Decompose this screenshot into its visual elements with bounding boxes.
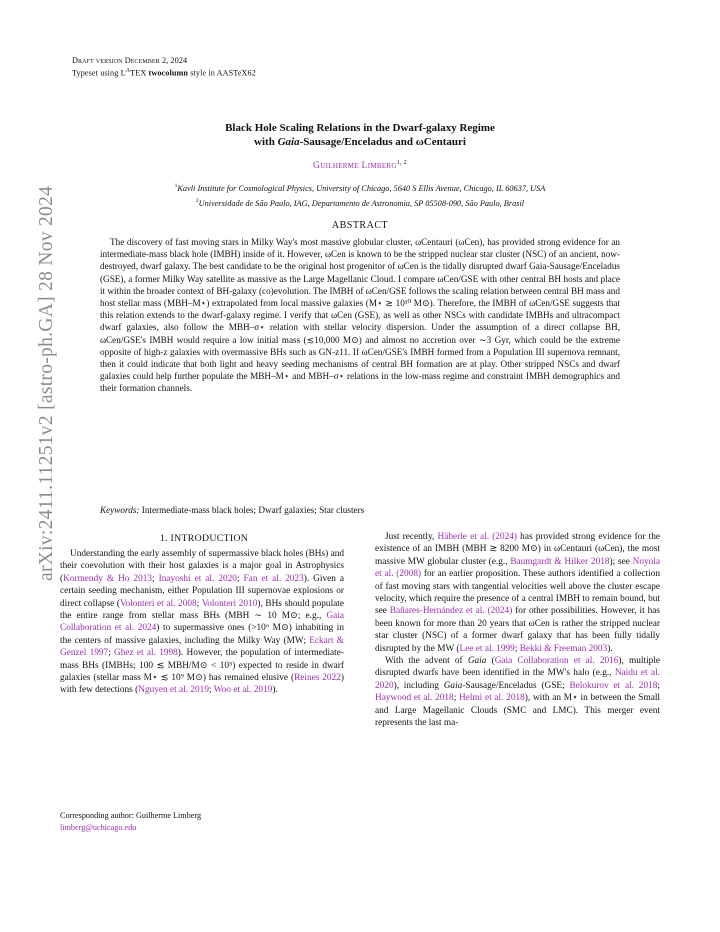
citation-link[interactable]: Belokurov et al. 2018 [569, 680, 658, 691]
author-name[interactable]: Guilherme Limberg [313, 160, 397, 172]
author-affil-marks: 1, 2 [396, 160, 407, 166]
citation-link[interactable]: Eckart & Genzel 1997 [60, 635, 344, 659]
citation-link[interactable]: Noyola et al. (2008) [375, 556, 661, 580]
citation-link[interactable]: Gaia Collaboration et al. 2024 [60, 611, 344, 634]
citation-link[interactable]: Bekki & Freeman 2003 [519, 643, 608, 654]
typeset-line: Typeset using $L^ATEX$ twocolumn style in AASTeX62 [72, 68, 256, 78]
citation-link[interactable]: Kormendy & Ho 2013 [63, 573, 153, 584]
citation-link[interactable]: Lee et al. 1999 [459, 643, 515, 654]
corresponding-author: Corresponding author: Guilherme Limberg [60, 811, 202, 820]
citation-link[interactable]: Häberle et al. (2024) [437, 532, 517, 542]
affiliation-1: $^1$Kavli Institute for Cosmological Physics, University of Chicago, 5640 S Ellis Avenue, Chicago, IL 60637, USA [174, 183, 546, 193]
citation-link[interactable]: Baumgardt & Hilker 2018 [510, 556, 610, 567]
corresponding-author-footnote [60, 810, 201, 834]
intro-right-column [375, 531, 660, 730]
section-heading-introduction: 1. INTRODUCTION [159, 533, 249, 544]
citation-link[interactable]: Nguyen et al. 2019 [138, 685, 209, 696]
abstract-text: The discovery of fast moving stars in Milky Way's most massive globular cluster, ωCentauri (ωCen), has provided strong evidence for an intermediate-mass black hole (IMBH) inside of it. However, ωCen is known to be the stripped nuclear star cluster (NSC) of an ancient, now-destroyed, dwarf galaxy. The best candidate to be the original host progenitor of ωCen is the tidally disrupted dwarf Gaia-Sausage/Enceladus (GSE), a former Milky Way satellite as massive as the Large Magellanic Cloud. I compare ωCen/GSE with other central BH hosts and place it within the broader context of BH-galaxy (co)evolution. The IMBH of ωCen/GSE follows the scaling relation between central BH mass and host stellar mass (MBH–M⋆) extrapolated from local massive galaxies (M⋆ ≳ 10¹⁰ M⊙). Therefore, the IMBH of ωCen/GSE suggests that this relation extends to the dwarf-galaxy regime. I verify that ωCen (GSE), as well as other NSCs with candidate IMBHs and ultracompact dwarf galaxies, also follow the MBH–σ⋆ relation with stellar velocity dispersion. Under the assumption of a direct collapse BH, ωCen/GSE's IMBH would require a low initial mass (≲10,000 M⊙) and almost no accretion over ∼3 Gyr, which could be the extreme opposite of high-z galaxies with overmassive BHs such as GN-z11. If ωCen/GSE's IMBH formed from a Population III supernova remnant, then it could indicate that both light and heavy seeding mechanisms of central BH formation are at play. Other stripped NSCs and dwarf galaxies could help further populate the MBH–M⋆ and MBH–σ⋆ relations in the low-mass regime and constraint IMBH demographics and their formation channels. [100, 237, 620, 394]
draft-version: Draft version December 2, 2024 [72, 56, 188, 65]
citation-link[interactable]: Volonteri 2010 [201, 598, 258, 609]
citation-link[interactable]: Bañares-Hernández et al. (2024) [389, 606, 513, 617]
intro-paragraph-3: With the advent of Gaia (Gaia Collaboration et al. 2016), multiple disrupted dwarfs have been identified in the MW's halo (e.g., Naidu et al. 2020), including Gaia-Sausage/Enceladus (GSE; Belokurov et al. 2018; Haywood et al. 2018; Helmi et al. 2018), with an M⋆ in between the Small and Large Magellanic Clouds (SMC and LMC). This merger event represents the last ma- [375, 656, 661, 729]
keywords-text: Intermediate-mass black holes; Dwarf galaxies; Star clusters [139, 505, 365, 515]
affiliations [100, 180, 620, 210]
affiliation-2: $^2$Universidade de São Paulo, IAG, Departamento de Astronomia, SP 05508-090, São Paulo, Brasil [195, 197, 525, 208]
citation-link[interactable]: Haywood et al. 2018 [375, 693, 454, 704]
draft-header [72, 56, 256, 79]
citation-link[interactable]: Ghez et al. 1998 [114, 648, 178, 659]
paper-title [110, 121, 610, 149]
citation-link[interactable]: Fan et al. 2023 [243, 573, 304, 584]
citation-link[interactable]: Reines 2022 [294, 673, 341, 684]
intro-paragraph-1: Understanding the early assembly of supermassive black holes (BHs) and their coevolution with their host galaxies is a major goal in Astrophysics (Kormendy & Ho 2013; Inayoshi et al. 2020; Fan et al. 2023). Given a certain seeding mechanism, either Population III supernovae explosions or direct collapse (Volonteri et al. 2008; Volonteri 2010), BHs should populate the entire range from stellar mass BHs (MBH ∼ 10 M⊙; e.g., Gaia Collaboration et al. 2024) to supermassive ones (>10⁶ M⊙) inhabiting in the centers of massive galaxies, including the Milky Way (MW; Eckart & Genzel 1997; Ghez et al. 1998). However, the population of intermediate-mass BHs (IMBHs; 100 ≲ MBH/M⊙ < 10⁵) expected to reside in dwarf galaxies (stellar mass M⋆ ≲ 10⁹ M⊙) has remained elusive (Reines 2022) with few detections (Nguyen et al. 2019; Woo et al. 2019). [60, 549, 345, 696]
keywords [100, 504, 620, 516]
citation-link[interactable]: Gaia Collaboration et al. 2016 [494, 656, 619, 667]
citation-link[interactable]: Inayoshi et al. 2020 [158, 573, 237, 584]
citation-link[interactable]: Naidu et al. 2020 [375, 668, 660, 691]
citation-link[interactable]: Helmi et al. 2018 [459, 693, 525, 704]
title-line-1: Black Hole Scaling Relations in the Dwarf-galaxy Regime [225, 122, 495, 134]
keywords-label: Keywords: [100, 505, 140, 515]
author-email-link[interactable]: limberg@uchicago.edu [60, 823, 137, 832]
title-line-2: with Gaia-Sausage/Enceladus and ωCentauri [254, 136, 466, 148]
intro-paragraph-2: Just recently, Häberle et al. (2024) has provided strong evidence for the existence of an IMBH (MBH ≳ 8200 M⊙) in ωCentauri (ωCen), the most massive MW globular cluster (e.g., Baumgardt & Hilker 2018); see Noyola et al. (2008) for an earlier proposition. These authors identified a collection of fast moving stars with tangential velocities well above the cluster escape velocity, which require the presence of a central IMBH to remain bound, but see Bañares-Hernández et al. (2024) for other possibilities. However, it has been known for more than 20 years that ωCen is rather the stripped nuclear star cluster (NSC) of a former dwarf galaxy that has been fully tidally disrupted by the MW (Lee et al. 1999; Bekki & Freeman 2003). [375, 532, 661, 654]
author-line [110, 157, 610, 172]
citation-link[interactable]: Volonteri et al. 2008 [119, 598, 197, 609]
abstract-heading: ABSTRACT [331, 220, 389, 231]
citation-link[interactable]: Woo et al. 2019 [213, 685, 273, 696]
arxiv-stamp: arXiv:2411.11251v2 [astro-ph.GA] 28 Nov 2024 [36, 185, 57, 581]
